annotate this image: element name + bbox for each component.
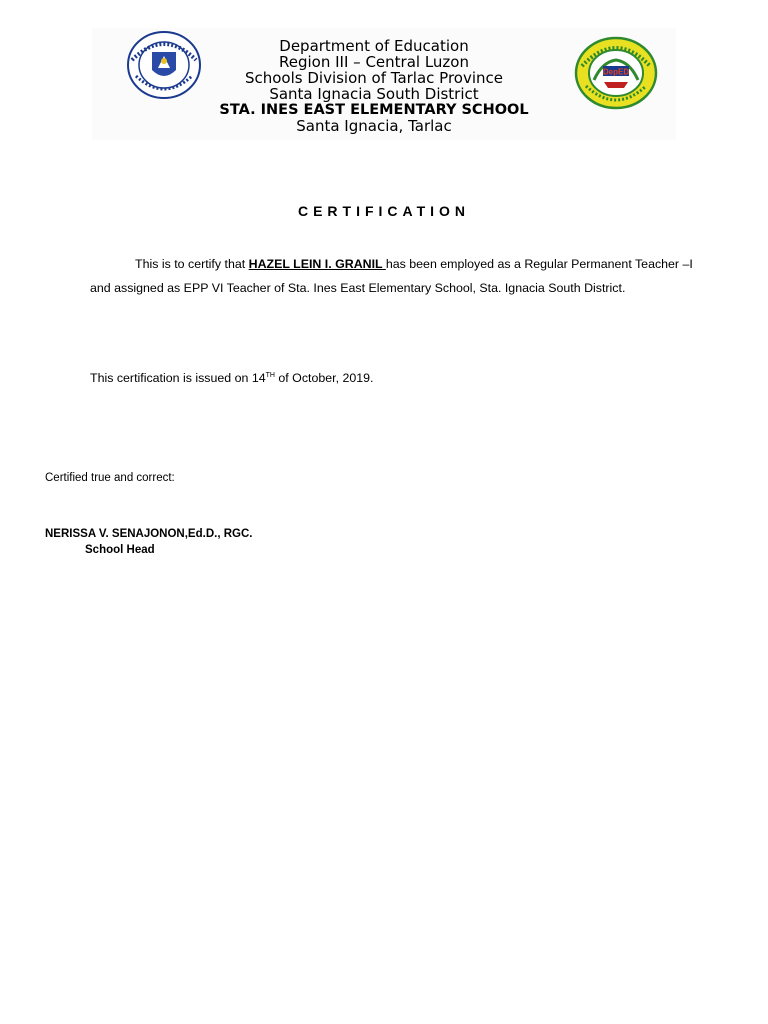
letterhead-department: Department of Education [279,37,469,55]
document-title: CERTIFICATION [297,203,471,219]
signer-title: School Head [85,544,155,556]
date-ordinal-suffix: TH [265,371,275,379]
letterhead-region: Region III – Central Luzon [279,53,469,71]
letterhead-district: Santa Ignacia South District [269,85,479,103]
employee-name: HAZEL LEIN I. GRANIL [248,257,386,271]
letterhead-address: Santa Ignacia, Tarlac [296,117,452,135]
school-seal-icon [574,36,658,110]
certified-label: Certified true and correct: [45,472,175,484]
issue-date-paragraph [90,366,695,390]
svg-text:DepED: DepED [602,67,630,77]
para1-lead-text: This is to certify that [135,257,249,271]
issue-date-lead: This certification is issued on 14 [90,371,266,385]
para1-rest-text: has been employed as a Regular Permanent Teacher –I and assigned as EPP VI Teacher of Sta. Ines East Elementary School, Sta. Ignacia South District. [90,257,693,295]
letterhead-division: Schools Division of Tarlac Province [244,69,504,87]
certification-paragraph [90,252,695,300]
letterhead-school-name: STA. INES EAST ELEMENTARY SCHOOL [219,102,529,118]
issue-date-rest: of October, 2019. [274,371,374,385]
signer-name: NERISSA V. SENAJONON,Ed.D., RGC. [45,528,253,540]
